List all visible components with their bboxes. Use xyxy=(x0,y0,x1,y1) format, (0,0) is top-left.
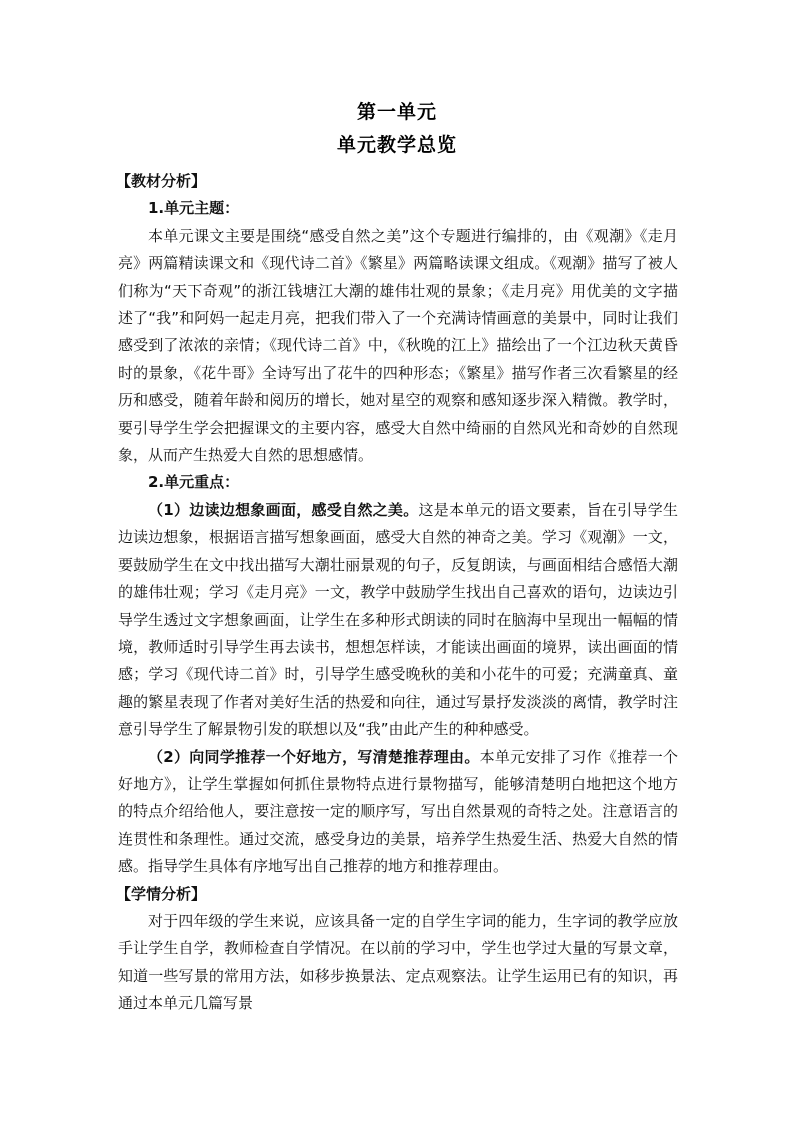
focus-2-text: 本单元安排了习作《推荐一个好地方》，让学生掌握如何抓住景物特点进行景物描写，能够清楚明白地把这个地方的特点介绍给他人，要注意按一定的顺序写，写出自然景观的奇特之处。注意语言的连贯性和条理性。通过交流，感受身边的美景，培养学生热爱生活、热爱大自然的情感。指导学生具体有序地写出自己推荐的地方和推荐理由。 xyxy=(118,747,678,876)
focus-2-lead: （2）向同学推荐一个好地方，写清楚推荐理由。 xyxy=(148,747,480,766)
document-body xyxy=(118,168,678,1018)
section-heading-learner: 【学情分析】 xyxy=(116,884,207,903)
document-subtitle: 单元教学总览 xyxy=(336,134,457,156)
paragraph-focus-2 xyxy=(118,744,678,881)
section-heading-analysis: 【教材分析】 xyxy=(116,172,207,190)
focus-1-lead: （1）边读边想象画面，感受自然之美。 xyxy=(148,500,419,519)
paragraph-learner: 对于四年级的学生来说，应该具备一定的自学生字词的能力，生字词的教学应放手让学生自学，教师检查自学情况。在以前的学习中，学生也学过大量的写景文章，知道一些写景的常用方法，如移步换景法、定点观察法。让学生运用已有的知识，再通过本单元几篇写景 xyxy=(118,911,678,1013)
paragraph-theme: 本单元课文主要是围绕“感受自然之美”这个专题进行编排的，由《观潮》《走月亮》两篇精读课文和《现代诗二首》《繁星》两篇略读课文组成。《观潮》描写了被人们称为“天下奇观”的浙江钱塘江大潮的雄伟壮观的景象；《走月亮》用优美的文字描述了“我”和阿妈一起走月亮，把我们带入了一个充满诗情画意的美景中，同时让我们感受到了浓浓的亲情；《现代诗二首》中，《秋晚的江上》描绘出了一个江边秋天黄昏时的景象，《花牛哥》全诗写出了花牛的四种形态；《繁星》描写作者三次看繁星的经历和感受，随着年龄和阅历的增长，她对星空的观察和感知逐步深入精微。教学时，要引导学生学会把握课文的主要内容，感受大自然中绮丽的自然风光和奇妙的自然现象，从而产生热爱大自然的思想感情。 xyxy=(118,226,678,465)
focus-1-text: 这是本单元的语文要素，旨在引导学生边读边想象，根据语言描写想象画面，感受大自然的神奇之美。学习《观潮》一文，要鼓励学生在文中找出描写大潮壮丽景观的句子，反复朗读，与画面相结合感悟大潮的雄伟壮观；学习《走月亮》一文，教学中鼓励学生找出自己喜欢的语句，边读边引导学生透过文字想象画面，让学生在多种形式朗读的同时在脑海中呈现出一幅幅的情境，教师适时引导学生再去读书，想想怎样读，才能读出画面的境界，读出画面的情感；学习《现代诗二首》时，引导学生感受晚秋的美和小花牛的可爱；充满童真、童趣的繁星表现了作者对美好生活的热爱和向往，通过写景抒发淡淡的离情，教学时注意引导学生了解景物引发的联想以及“我”由此产生的种种感受。 xyxy=(118,500,678,739)
document-title: 第一单元 xyxy=(356,101,437,123)
subheading-theme: 1.单元主题： xyxy=(148,199,240,218)
subheading-focus: 2.单元重点： xyxy=(148,473,240,492)
paragraph-focus-1 xyxy=(118,497,678,744)
